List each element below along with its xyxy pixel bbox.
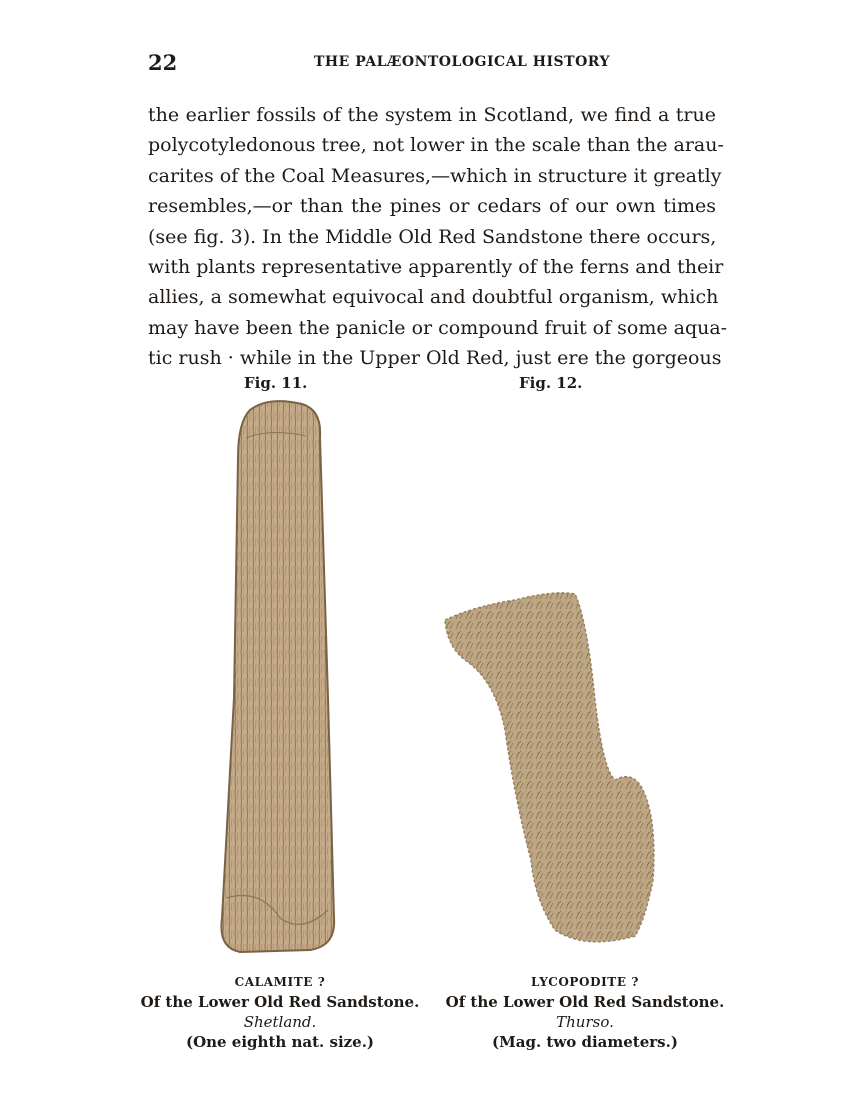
figure-12-label: Fig. 12. — [519, 374, 583, 392]
body-paragraph — [148, 100, 728, 374]
scale-note: (One eighth nat. size.) — [185, 1033, 375, 1051]
locality-text: Thurso. — [556, 1013, 614, 1031]
locality-text: Shetland. — [243, 1013, 317, 1031]
text-line: carites of the Coal Measures,—which in structure it greatly — [148, 164, 722, 187]
text-line: allies, a somewhat equivocal and doubtful organism, which — [148, 286, 719, 309]
figure-11-label: Fig. 11. — [244, 374, 308, 392]
figure-12-caption — [445, 972, 725, 1052]
text-line: resembles,—or than the pines or cedars of our own times — [148, 195, 716, 218]
page-header — [148, 50, 716, 74]
calamite-stem — [221, 401, 334, 952]
calamite-illustration — [210, 398, 350, 958]
formation-text: Of the Lower Old Red Sandstone. — [140, 993, 420, 1011]
text-line: may have been the panicle or compound fruit of some aqua- — [148, 316, 728, 339]
formation-text: Of the Lower Old Red Sandstone. — [445, 993, 725, 1011]
species-name: LYCOPODITE ? — [530, 975, 639, 989]
text-line: (see fig. 3). In the Middle Old Red Sandstone there occurs, — [148, 225, 717, 248]
figure-11-caption — [140, 972, 420, 1052]
text-line: with plants representative apparently of the ferns and their — [148, 255, 724, 278]
species-name: CALAMITE ? — [234, 975, 326, 989]
lycopodite-illustration — [435, 580, 665, 950]
text-line: polycotyledonous tree, not lower in the scale than the arau- — [148, 134, 724, 157]
lycopodite-frond — [445, 593, 654, 942]
text-line: the earlier fossils of the system in Scotland, we find a true — [148, 104, 716, 126]
running-head: THE PALÆONTOLOGICAL HISTORY — [314, 54, 610, 70]
scale-note: (Mag. two diameters.) — [492, 1033, 678, 1051]
page-number: 22 — [148, 50, 178, 75]
text-line: tic rush · while in the Upper Old Red, just ere the gorgeous — [148, 347, 722, 370]
